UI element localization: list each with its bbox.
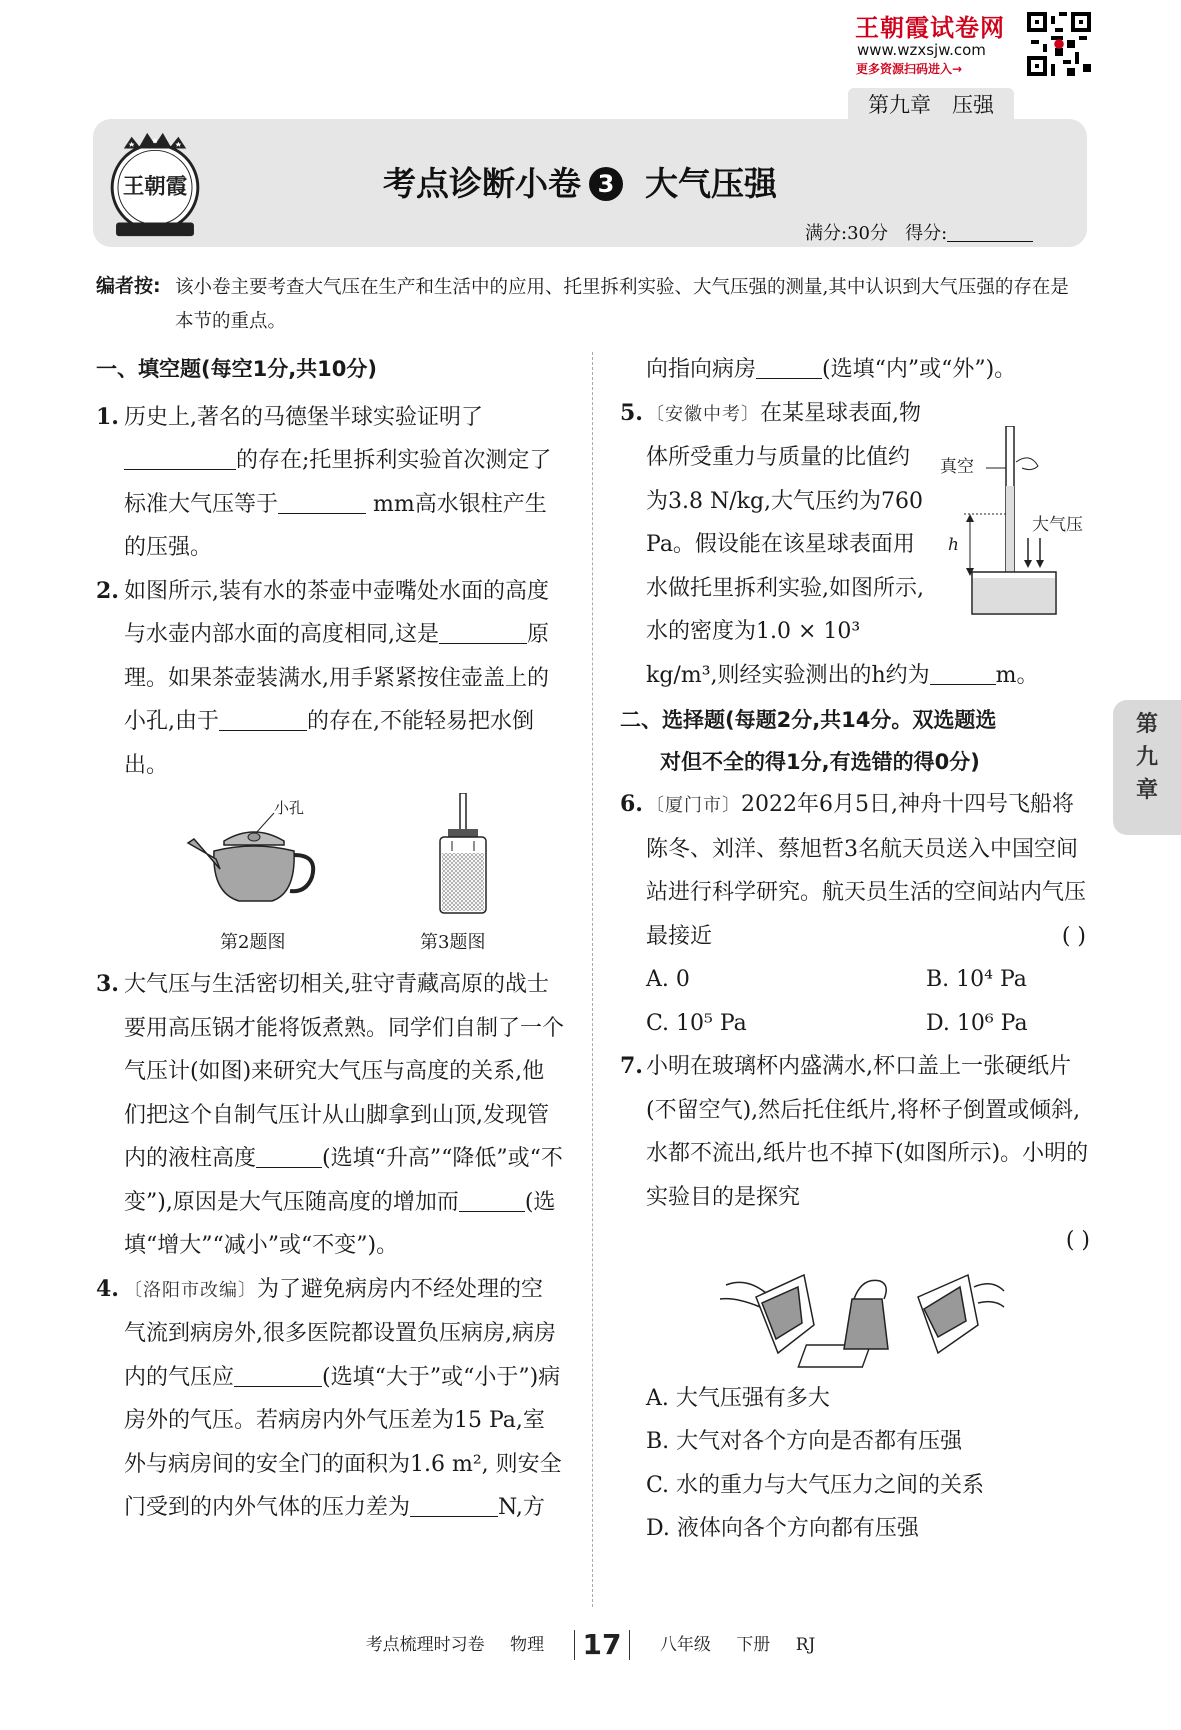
question-4-continued bbox=[620, 348, 1090, 392]
question-text: 的存在,不能轻易把水倒出。 bbox=[124, 709, 534, 778]
question-text: (选填“增大”“减小”或“不变”)。 bbox=[124, 1189, 556, 1258]
question-6 bbox=[620, 783, 1090, 1045]
side-chapter-tab bbox=[1113, 700, 1181, 835]
question-text: N,方 bbox=[498, 1495, 545, 1520]
fig2-hole-label: 小孔 bbox=[274, 799, 305, 817]
section-2-title bbox=[620, 699, 1090, 783]
question-text: 向指向病房 bbox=[646, 357, 757, 382]
title-prefix: 考点诊断小卷 bbox=[383, 164, 581, 203]
brand-url[interactable]: www.wzxsjw.com bbox=[857, 41, 986, 59]
answer-blank[interactable] bbox=[278, 491, 366, 514]
page-footer bbox=[0, 1630, 1181, 1660]
question-text: 如图所示,装有水的茶壶中壶嘴处水面的高度与水壶内部水面的高度相同,这是 bbox=[124, 578, 549, 647]
title-number-badge: 3 bbox=[589, 167, 623, 201]
right-column bbox=[620, 348, 1090, 1551]
barometer-bottle-figure bbox=[434, 793, 494, 917]
footer-book: 考点梳理时习卷 bbox=[365, 1635, 485, 1655]
question-text: 在某星球表面,物体所受重力与质量的比值约为3.8 N/kg,大气压约为760 Pa。假设能在该星球表面用水做托里拆利实验,如图所示,水的密度为1.0 × 10³ kg/m³,则经实验测出的h约为 bbox=[646, 400, 930, 688]
footer-volume: 下册 bbox=[736, 1635, 771, 1655]
option-a[interactable]: A. 0 bbox=[646, 967, 690, 992]
answer-blank[interactable] bbox=[930, 662, 996, 685]
question-5 bbox=[620, 392, 1090, 698]
teapot-figure bbox=[184, 793, 324, 913]
answer-blank[interactable] bbox=[410, 1494, 498, 1517]
column-divider bbox=[592, 352, 593, 1607]
left-column bbox=[96, 348, 564, 1530]
footer-grade: 八年级 bbox=[659, 1635, 711, 1655]
side-tab-char: 九 bbox=[1135, 745, 1158, 770]
question-text: mm高水银柱产生的压强。 bbox=[124, 491, 547, 560]
side-tab-char: 第 bbox=[1135, 712, 1158, 737]
question-3 bbox=[96, 963, 564, 1268]
brand-tagline: 更多资源扫码进入→ bbox=[856, 62, 963, 76]
question-number: 4. bbox=[96, 1275, 119, 1302]
question-text: 2022年6月5日,神舟十四号飞船将陈冬、刘洋、蔡旭哲3名航天员送入中国空间站进行科学研究。航天员生活的空间站内气压最接近 bbox=[646, 792, 1087, 949]
answer-blank[interactable] bbox=[256, 1145, 322, 1168]
question-source: 〔洛阳市改编〕 bbox=[124, 1279, 257, 1301]
question-number: 1. bbox=[96, 403, 119, 430]
svg-text:王朝霞: 王朝霞 bbox=[122, 174, 188, 200]
score-label: 得分: bbox=[905, 223, 948, 244]
footer-subject: 物理 bbox=[510, 1635, 545, 1655]
section-2-title-line: 对但不全的得1分,有选错的得0分) bbox=[660, 750, 980, 774]
title-topic: 大气压强 bbox=[645, 164, 777, 203]
option-a[interactable]: A. 大气压强有多大 bbox=[646, 1385, 830, 1411]
option-d[interactable]: D. 10⁶ Pa bbox=[926, 1010, 1028, 1036]
score-blank[interactable] bbox=[947, 225, 1033, 242]
question-4 bbox=[96, 1268, 564, 1530]
question-text: 历史上,著名的马德堡半球实验证明了 bbox=[124, 404, 483, 430]
question-number: 2. bbox=[96, 577, 119, 604]
question-text: 为了避免病房内不经处理的空气流到病房外,很多医院都设置负压病房,病房内的气压应 bbox=[124, 1276, 556, 1390]
answer-blank[interactable] bbox=[459, 1189, 525, 1212]
option-c[interactable]: C. 10⁵ Pa bbox=[646, 1010, 747, 1036]
section-2-title-line: 二、选择题(每题2分,共14分。双选题选 bbox=[620, 708, 997, 732]
section-1-title: 一、填空题(每空1分,共10分) bbox=[96, 357, 378, 381]
qr-code-icon[interactable] bbox=[1027, 12, 1091, 76]
question-text: 的存在;托里拆利实验首次测定了标准大气压等于 bbox=[124, 448, 552, 517]
options-grid bbox=[646, 958, 1090, 1045]
h-label: h bbox=[948, 534, 959, 555]
vacuum-label: 真空 bbox=[940, 456, 974, 477]
question-text: 小明在玻璃杯内盛满水,杯口盖上一张硬纸片(不留空气),然后托住纸片,将杯子倒置或倾斜,水都不流出,纸片也不掉下(如图所示)。小明的实验目的是探究 bbox=[646, 1054, 1089, 1210]
fig3-caption: 第3题图 bbox=[420, 932, 486, 953]
editor-note-label: 编者按: bbox=[96, 275, 161, 297]
editor-note-text: 该小卷主要考查大气压在生产和生活中的应用、托里拆利实验、大气压强的测量,其中认识到大气压强的存在是本节的重点。 bbox=[175, 277, 1069, 332]
question-text: 大气压与生活密切相关,驻守青藏高原的战士要用高压锅才能将饭煮熟。同学们自制了一个气压计(如图)来研究大气压与高度的关系,他们把这个自制气压计从山脚拿到山顶,发现管内的液柱高度 bbox=[124, 972, 565, 1171]
option-b[interactable]: B. 大气对各个方向是否都有压强 bbox=[646, 1429, 963, 1454]
answer-blank[interactable] bbox=[124, 447, 236, 470]
atm-label: 大气压 bbox=[1032, 514, 1083, 535]
footer-edition: RJ bbox=[795, 1635, 816, 1655]
torricelli-figure bbox=[940, 426, 1090, 616]
question-text: 原理。如果茶壶装满水,用手紧紧按住壶盖上的小孔,由于 bbox=[124, 622, 550, 734]
question-text: (选填“内”或“外”)。 bbox=[822, 357, 1017, 382]
score-line bbox=[805, 219, 1033, 245]
answer-parentheses[interactable]: ( ) bbox=[1065, 1228, 1090, 1253]
fig2-caption: 第2题图 bbox=[220, 932, 286, 953]
question-2 bbox=[96, 570, 564, 788]
question-number: 5. bbox=[620, 399, 643, 426]
inverted-cup-figure bbox=[716, 1269, 1006, 1373]
question-text: m。 bbox=[995, 662, 1039, 688]
answer-parentheses-row bbox=[646, 1219, 1090, 1263]
question-number: 3. bbox=[96, 971, 119, 997]
question-text: (选填“升高”“降低”或“不变”),原因是大气压随高度的增加而 bbox=[124, 1146, 563, 1215]
side-tab-char: 章 bbox=[1135, 778, 1158, 803]
answer-blank[interactable] bbox=[219, 708, 307, 731]
page-number: 17 bbox=[574, 1630, 631, 1660]
question-source: 〔厦门市〕 bbox=[646, 795, 741, 816]
full-score: 满分:30分 bbox=[805, 223, 888, 244]
question-number: 7. bbox=[620, 1053, 643, 1079]
question-source: 〔安徽中考〕 bbox=[646, 403, 760, 425]
option-d[interactable]: D. 液体向各个方向都有压强 bbox=[646, 1516, 919, 1541]
answer-blank[interactable] bbox=[439, 621, 527, 644]
brand-name: 王朝霞试卷网 bbox=[855, 14, 1005, 42]
option-b[interactable]: B. 10⁴ Pa bbox=[926, 967, 1027, 992]
option-c[interactable]: C. 水的重力与大气压力之间的关系 bbox=[646, 1472, 985, 1498]
answer-blank[interactable] bbox=[234, 1364, 322, 1387]
answer-parentheses[interactable]: ( ) bbox=[1061, 923, 1086, 949]
answer-blank[interactable] bbox=[756, 356, 822, 379]
question-1 bbox=[96, 396, 564, 570]
chapter-tab: 第九章 压强 bbox=[848, 88, 1014, 122]
question-text: (选填“大于”或“小于”)病房外的气压。若病房内外气压差为15 Pa,室外与病房间的安全门的面积为1.6 m², 则安全门受到的内外气体的压力差为 bbox=[124, 1364, 562, 1520]
figures-2-3 bbox=[96, 793, 564, 963]
question-7 bbox=[620, 1045, 1090, 1551]
question-number: 6. bbox=[620, 791, 643, 817]
author-logo-icon bbox=[106, 129, 204, 241]
page-title bbox=[300, 158, 860, 205]
